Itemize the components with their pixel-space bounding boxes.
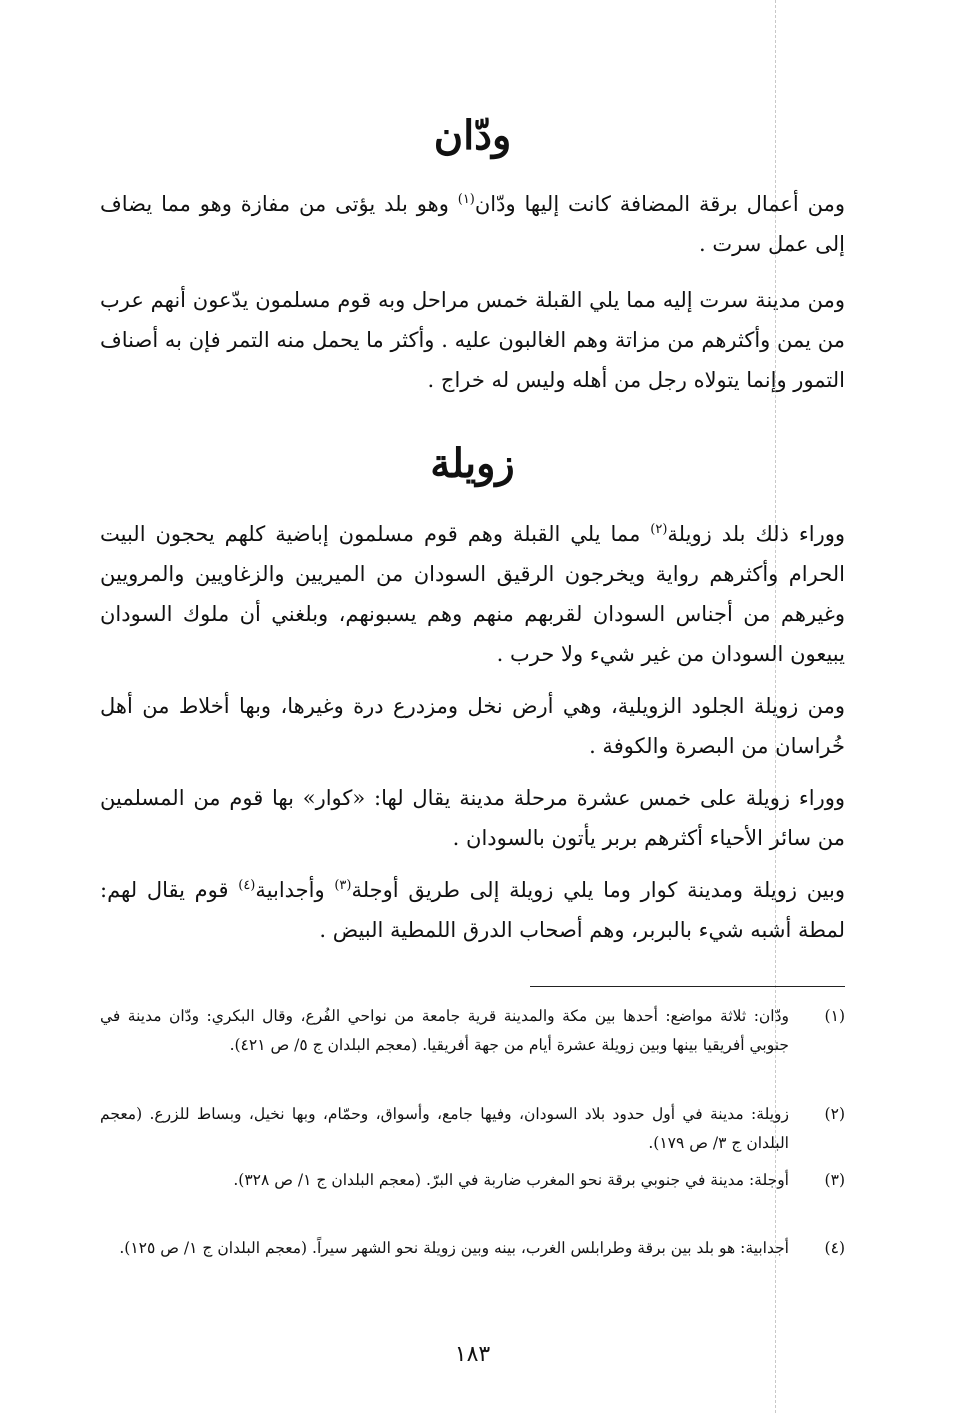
footnote-text: أجدابية: هو بلد بين برقة وطرابلس الغرب، بينه وبين زويلة نحو الشهر سيراً. (معجم البلدان ج ١/ ص ١٢٥). xyxy=(119,1239,789,1257)
paragraph-zawila-1 xyxy=(100,514,845,674)
book-page xyxy=(100,0,845,1413)
section-title-zawila: زويلة xyxy=(430,440,515,487)
paragraph-text: ووراء زويلة على خمس عشرة مرحلة مدينة يقال لها: «كوار» بها قوم من المسلمين من سائر الأحياء أكثرهم بربر يأتون بالسودان . xyxy=(100,786,845,850)
paragraph-text: ومن زويلة الجلود الزويلية، وهي أرض نخل ومزدرع درة وغيرها، وبها أخلاط من أهل خُراسان من البصرة والكوفة . xyxy=(100,694,845,758)
footnote-ref-2[interactable]: (٢) xyxy=(650,522,668,537)
paragraph-text: ومن أعمال برقة المضافة كانت إليها ودّان xyxy=(474,192,845,216)
footnote-ref-4[interactable]: (٤) xyxy=(238,878,256,893)
footnote-number: (٢) xyxy=(824,1105,845,1123)
paragraph-text: قوم يقال لهم: لمطة أشبه شيء بالبربر، وهم أصحاب الدرق اللمطية البيض . xyxy=(100,878,845,942)
page-number: ١٨٣ xyxy=(454,1342,491,1367)
paragraph-text: ووراء ذلك بلد زويلة xyxy=(667,522,845,546)
paragraph-text: وبين زويلة ومدينة كوار وما يلي زويلة إلى طريق أوجلة xyxy=(351,878,846,902)
footnote-3 xyxy=(100,1166,845,1195)
paragraph-text: وهو بلد يؤتى من مفازة وهو مما يضاف إلى عمل سرت . xyxy=(100,192,845,256)
footnote-text: زويلة: مدينة في أول حدود بلاد السودان، وفيها جامع، وأسواق، وحمّام، وبها نخيل، وبساط للزرع. (معجم البلدان ج ٣/ ص ١٧٩). xyxy=(100,1105,789,1152)
section-title-waddan: ودّان xyxy=(433,112,512,159)
paragraph-text: وأجدابية xyxy=(255,878,335,902)
paragraph-zawila-3 xyxy=(100,778,845,858)
footnote-ref-3[interactable]: (٣) xyxy=(334,878,352,893)
paragraph-zawila-4 xyxy=(100,870,845,950)
footnote-number: (٣) xyxy=(824,1171,845,1189)
footnote-separator xyxy=(530,986,845,987)
paragraph-text: مما يلي القبلة وهم قوم مسلمون إباضية كلهم يحجون البيت الحرام وأكثرهم رواية ويخرجون الرقيق السودان من الميريين والزغاويين والمرويين وغيرهم من أجناس السودان لقربهم منهم وهم يسبونهم، وبلغني أن ملوك السودان يبيعون السودان من غير شيء ولا حرب . xyxy=(100,522,845,666)
footnote-1 xyxy=(100,1002,845,1060)
footnote-ref-1[interactable]: (١) xyxy=(457,192,475,207)
paragraph-text: ومن مدينة سرت إليه مما يلي القبلة خمس مراحل وبه قوم مسلمون يدّعون أنهم عرب من يمن وأكثرهم من مزاتة وهم الغالبون عليه . وأكثر ما يحمل منه التمر فإن به أصناف التمور وإنما يتولاه رجل من أهله وليس له خراج . xyxy=(100,288,845,392)
footnote-text: ودّان: ثلاثة مواضع: أحدها بين مكة والمدينة قرية جامعة من نواحي الفُرع، وقال البكري: ودّان مدينة في جنوبي أفريقيا بينها وبين زويلة عشرة أيام من جهة أفريقيا. (معجم البلدان ج ٥/ ص ٤٢١). xyxy=(100,1007,789,1054)
footnote-text: أوجلة: مدينة في جنوبي برقة نحو المغرب ضاربة في البرّ. (معجم البلدان ج ١/ ص ٣٢٨). xyxy=(233,1171,789,1189)
footnote-number: (١) xyxy=(824,1007,845,1025)
paragraph-zawila-2 xyxy=(100,686,845,766)
footnote-4 xyxy=(100,1234,845,1263)
paragraph-waddan-1 xyxy=(100,184,845,264)
paragraph-waddan-2 xyxy=(100,280,845,400)
footnote-2 xyxy=(100,1100,845,1158)
footnote-number: (٤) xyxy=(824,1239,845,1257)
